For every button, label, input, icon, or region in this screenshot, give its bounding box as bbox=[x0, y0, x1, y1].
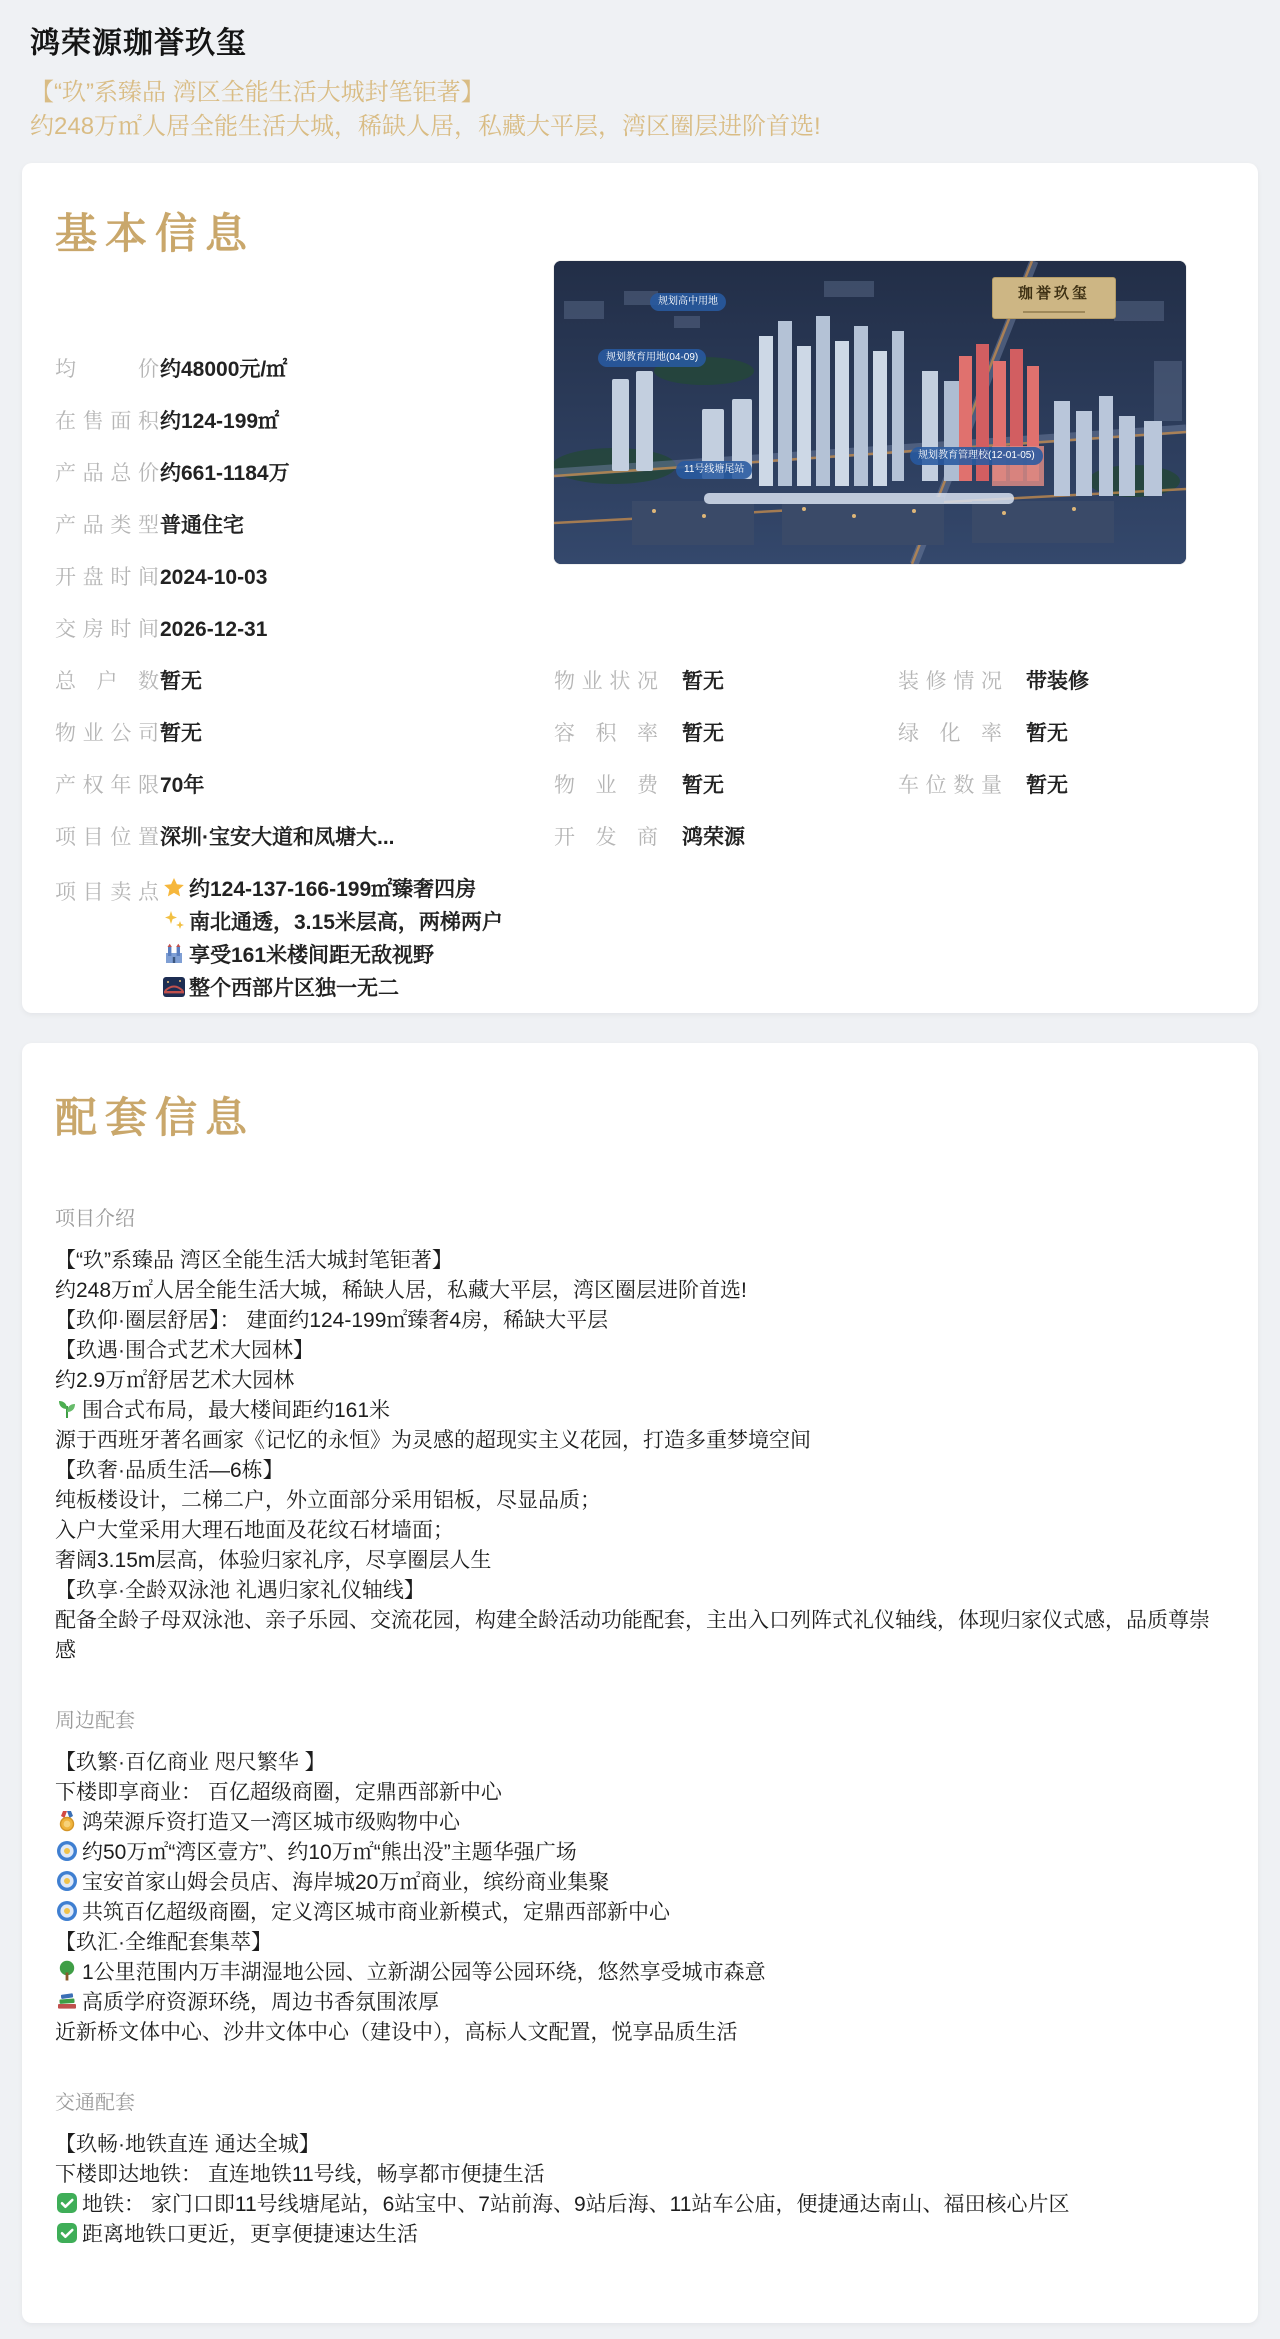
amenity-line-text: 【玖遇·围合式艺术大园林】 bbox=[55, 1339, 314, 1362]
amenity-line-text: 源于西班牙著名画家《记忆的永恒》为灵感的超现实主义花园，打造多重梦境空间 bbox=[55, 1429, 811, 1452]
amenity-line-text: 下楼即达地铁： 直连地铁11号线，畅享都市便捷生活 bbox=[55, 2163, 545, 2186]
field-label: 装修情况 bbox=[898, 670, 1002, 693]
label-banner bbox=[704, 493, 1014, 504]
field-row bbox=[554, 824, 884, 876]
field-label: 在售面积 bbox=[55, 410, 159, 433]
shopping-mall-icon bbox=[55, 1899, 79, 1923]
amenity-line bbox=[55, 1276, 1225, 1306]
field-value: 普通住宅 bbox=[160, 514, 244, 537]
field-row bbox=[55, 408, 550, 460]
amenity-line-text: 鸿荣源斥资打造又一湾区城市级购物中心 bbox=[82, 1811, 460, 1834]
amenity-line-text: 近新桥文体中心、沙井文体中心（建设中），高标人文配置，悦享品质生活 bbox=[55, 2021, 738, 2044]
amenity-line-text: 1公里范围内万丰湖湿地公园、立新湖公园等公园环绕，悠然享受城市森意 bbox=[82, 1961, 766, 1984]
field-label: 容 积 率 bbox=[554, 722, 658, 745]
field-value: 暂无 bbox=[682, 670, 724, 693]
field-label: 交房时间 bbox=[55, 618, 159, 641]
amenity-line-text: 地铁： 家门口即11号线塘尾站，6站宝中、7站前海、9站后海、11站车公庙，便捷通达南山、福田核心片区 bbox=[82, 2193, 1070, 2216]
amenity-line bbox=[55, 2130, 1225, 2160]
section-subtitle: 周边配套 bbox=[55, 1710, 135, 1732]
amenity-line bbox=[55, 1808, 1225, 1838]
field-value: 鸿荣源 bbox=[682, 826, 745, 849]
amenity-line-text: 【玖畅·地铁直连 通达全城】 bbox=[55, 2133, 320, 2156]
tree-icon bbox=[55, 1959, 79, 1983]
field-value: 2026-12-31 bbox=[160, 618, 268, 641]
check-icon bbox=[55, 2221, 79, 2245]
amenity-line-text: 【玖奢·品质生活—6栋】 bbox=[55, 1459, 284, 1482]
amenity-line bbox=[55, 1576, 1225, 1606]
selling-point-text: 享受161米楼间距无敌视野 bbox=[189, 944, 435, 967]
amenity-line bbox=[55, 1928, 1225, 1958]
section-lines bbox=[55, 2130, 1225, 2250]
field-row bbox=[554, 668, 884, 720]
field-row bbox=[55, 824, 550, 876]
amenity-line-text: 奢阔3.15m层高，体验归家礼序，尽享圈层人生 bbox=[55, 1549, 492, 1572]
amenity-line-text: 【玖汇·全维配套集萃】 bbox=[55, 1931, 272, 1954]
field-value: 约124-199㎡ bbox=[160, 410, 280, 433]
field-value: 2024-10-03 bbox=[160, 566, 268, 589]
amenity-line bbox=[55, 1546, 1225, 1576]
amenity-line-text: 【“玖”系臻品 湾区全能生活大城封笔钜著】 bbox=[55, 1249, 453, 1272]
field-label: 产权年限 bbox=[55, 774, 159, 797]
field-label: 车位数量 bbox=[898, 774, 1002, 797]
field-label: 绿 化 率 bbox=[898, 722, 1002, 745]
selling-point bbox=[162, 972, 922, 1005]
page-subtitle-line-2: 约248万㎡人居全能生活大城，稀缺人居，私藏大平层，湾区圈层进阶首选! bbox=[30, 113, 821, 140]
medal-icon bbox=[55, 1809, 79, 1833]
amenity-line bbox=[55, 1988, 1225, 2018]
star-icon bbox=[162, 876, 186, 900]
selling-point bbox=[162, 939, 922, 972]
field-row bbox=[55, 720, 550, 772]
amenity-line-text: 约50万㎡“湾区壹方”、约10万㎡“熊出没”主题华强广场 bbox=[82, 1841, 577, 1864]
amenity-line-text: 距离地铁口更近，更享便捷速达生活 bbox=[82, 2223, 418, 2246]
field-label: 项目位置 bbox=[55, 826, 159, 849]
amenity-line-text: 共筑百亿超级商圈，定义湾区城市商业新模式，定鼎西部新中心 bbox=[82, 1901, 670, 1924]
amenity-line bbox=[55, 1486, 1225, 1516]
section-subtitle: 项目介绍 bbox=[55, 1208, 135, 1230]
field-label: 物业公司 bbox=[55, 722, 159, 745]
amenity-line-text: 【玖享·全龄双泳池 礼遇归家礼仪轴线】 bbox=[55, 1579, 425, 1602]
amenity-line bbox=[55, 1426, 1225, 1456]
amenity-line bbox=[55, 1246, 1225, 1276]
field-label: 产品类型 bbox=[55, 514, 159, 537]
amenity-line bbox=[55, 2190, 1225, 2220]
field-row bbox=[898, 668, 1228, 720]
amenity-line-text: 入户大堂采用大理石地面及花纹石材墙面； bbox=[55, 1519, 454, 1542]
section-lines bbox=[55, 1748, 1225, 2048]
amenity-line-text: 宝安首家山姆会员店、海岸城20万㎡商业，缤纷商业集聚 bbox=[82, 1871, 610, 1894]
field-label: 开盘时间 bbox=[55, 566, 159, 589]
shopping-mall-icon bbox=[55, 1869, 79, 1893]
map-marker: 规划高中用地 bbox=[650, 293, 726, 311]
field-label: 开 发 商 bbox=[554, 826, 658, 849]
amenity-line bbox=[55, 1748, 1225, 1778]
check-icon bbox=[55, 2191, 79, 2215]
amenity-line-text: 约248万㎡人居全能生活大城，稀缺人居，私藏大平层，湾区圈层进阶首选! bbox=[55, 1279, 747, 1302]
amenity-line bbox=[55, 1516, 1225, 1546]
amenity-line bbox=[55, 1456, 1225, 1486]
field-row bbox=[55, 564, 550, 616]
field-value: 暂无 bbox=[1026, 722, 1068, 745]
field-row bbox=[55, 460, 550, 512]
property-rendering-image[interactable] bbox=[553, 260, 1187, 565]
field-value: 约661-1184万 bbox=[160, 462, 290, 485]
amenities-heading: 配套信息 bbox=[55, 1094, 256, 1141]
amenities-card bbox=[22, 1043, 1258, 2323]
night-bridge-icon bbox=[162, 975, 186, 999]
basic-info-heading: 基本信息 bbox=[55, 210, 256, 257]
selling-points-list bbox=[162, 873, 922, 1005]
amenity-line bbox=[55, 1606, 1225, 1666]
field-row bbox=[898, 772, 1228, 824]
field-row bbox=[554, 720, 884, 772]
page-header bbox=[0, 0, 1280, 144]
sparkles-icon bbox=[162, 909, 186, 933]
amenity-line bbox=[55, 1396, 1225, 1426]
amenity-line bbox=[55, 1778, 1225, 1808]
amenity-line-text: 约2.9万㎡舒居艺术大园林 bbox=[55, 1369, 295, 1392]
amenity-line bbox=[55, 2220, 1225, 2250]
field-label: 总 户 数 bbox=[55, 670, 159, 693]
amenity-line bbox=[55, 2018, 1225, 2048]
field-label: 产品总价 bbox=[55, 462, 159, 485]
amenity-line bbox=[55, 2160, 1225, 2190]
field-value: 暂无 bbox=[1026, 774, 1068, 797]
selling-points-label: 项目卖点 bbox=[55, 881, 159, 904]
basic-info-card bbox=[22, 163, 1258, 1013]
amenity-line bbox=[55, 1898, 1225, 1928]
field-label: 均 价 bbox=[55, 358, 159, 381]
amenity-line-text: 【玖仰·圈层舒居】： 建面约124-199㎡臻奢4房，稀缺大平层 bbox=[55, 1309, 609, 1332]
basic-info-column-2 bbox=[554, 668, 884, 876]
field-value: 带装修 bbox=[1026, 670, 1089, 693]
amenity-line-text: 高质学府资源环绕，周边书香氛围浓厚 bbox=[82, 1991, 439, 2014]
field-row bbox=[554, 772, 884, 824]
amenity-line bbox=[55, 1366, 1225, 1396]
castle-icon bbox=[162, 942, 186, 966]
selling-point bbox=[162, 906, 922, 939]
field-row bbox=[55, 772, 550, 824]
field-row bbox=[55, 616, 550, 668]
amenity-line bbox=[55, 1838, 1225, 1868]
field-row bbox=[898, 720, 1228, 772]
field-row bbox=[55, 356, 550, 408]
books-icon bbox=[55, 1989, 79, 2013]
amenity-line-text: 纯板楼设计，二梯二户，外立面部分采用铝板，尽显品质； bbox=[55, 1489, 601, 1512]
field-value: 深圳·宝安大道和凤塘大... bbox=[160, 826, 395, 849]
basic-info-column-3 bbox=[898, 668, 1228, 824]
selling-point bbox=[162, 873, 922, 906]
map-marker: 11号线塘尾站 bbox=[676, 461, 752, 479]
field-label: 物业状况 bbox=[554, 670, 658, 693]
amenity-line-text: 围合式布局，最大楼间距约161米 bbox=[82, 1399, 391, 1422]
amenity-line bbox=[55, 1868, 1225, 1898]
selling-point-text: 约124-137-166-199㎡臻奢四房 bbox=[189, 878, 477, 901]
field-value: 暂无 bbox=[160, 670, 202, 693]
shopping-mall-icon bbox=[55, 1839, 79, 1863]
basic-info-column-1 bbox=[55, 356, 550, 876]
amenity-line bbox=[55, 1958, 1225, 1988]
field-value: 约48000元/㎡ bbox=[160, 358, 288, 381]
project-name-plaque: 珈誉玖玺 bbox=[992, 277, 1116, 319]
field-row bbox=[55, 668, 550, 720]
amenity-line-text: 配备全龄子母双泳池、亲子乐园、交流花园，构建全龄活动功能配套，主出入口列阵式礼仪轴线，体现归家仪式感，品质尊崇感 bbox=[55, 1609, 1210, 1662]
herb-icon bbox=[55, 1397, 79, 1421]
field-value: 暂无 bbox=[160, 722, 202, 745]
section-lines bbox=[55, 1246, 1225, 1666]
selling-point-text: 南北通透，3.15米层高，两梯两户 bbox=[189, 911, 503, 934]
amenities-body bbox=[22, 1205, 1258, 2250]
amenity-line-text: 【玖繁·百亿商业 咫尺繁华 】 bbox=[55, 1751, 326, 1774]
map-marker: 规划教育管理校(12-01-05) bbox=[910, 447, 1043, 465]
map-marker: 规划教育用地(04-09) bbox=[598, 349, 706, 367]
field-value: 暂无 bbox=[682, 722, 724, 745]
page-title: 鸿荣源珈誉玖玺 bbox=[30, 27, 247, 60]
field-label: 物 业 费 bbox=[554, 774, 658, 797]
page-subtitle-line-1: 【“玖”系臻品 湾区全能生活大城封笔钜著】 bbox=[30, 79, 485, 106]
amenity-line-text: 下楼即享商业： 百亿超级商圈，定鼎西部新中心 bbox=[55, 1781, 502, 1804]
amenity-line bbox=[55, 1306, 1225, 1336]
field-row bbox=[55, 512, 550, 564]
amenity-line bbox=[55, 1336, 1225, 1366]
field-value: 70年 bbox=[160, 774, 205, 797]
selling-point-text: 整个西部片区独一无二 bbox=[189, 977, 399, 1000]
field-value: 暂无 bbox=[682, 774, 724, 797]
section-subtitle: 交通配套 bbox=[55, 2092, 135, 2114]
